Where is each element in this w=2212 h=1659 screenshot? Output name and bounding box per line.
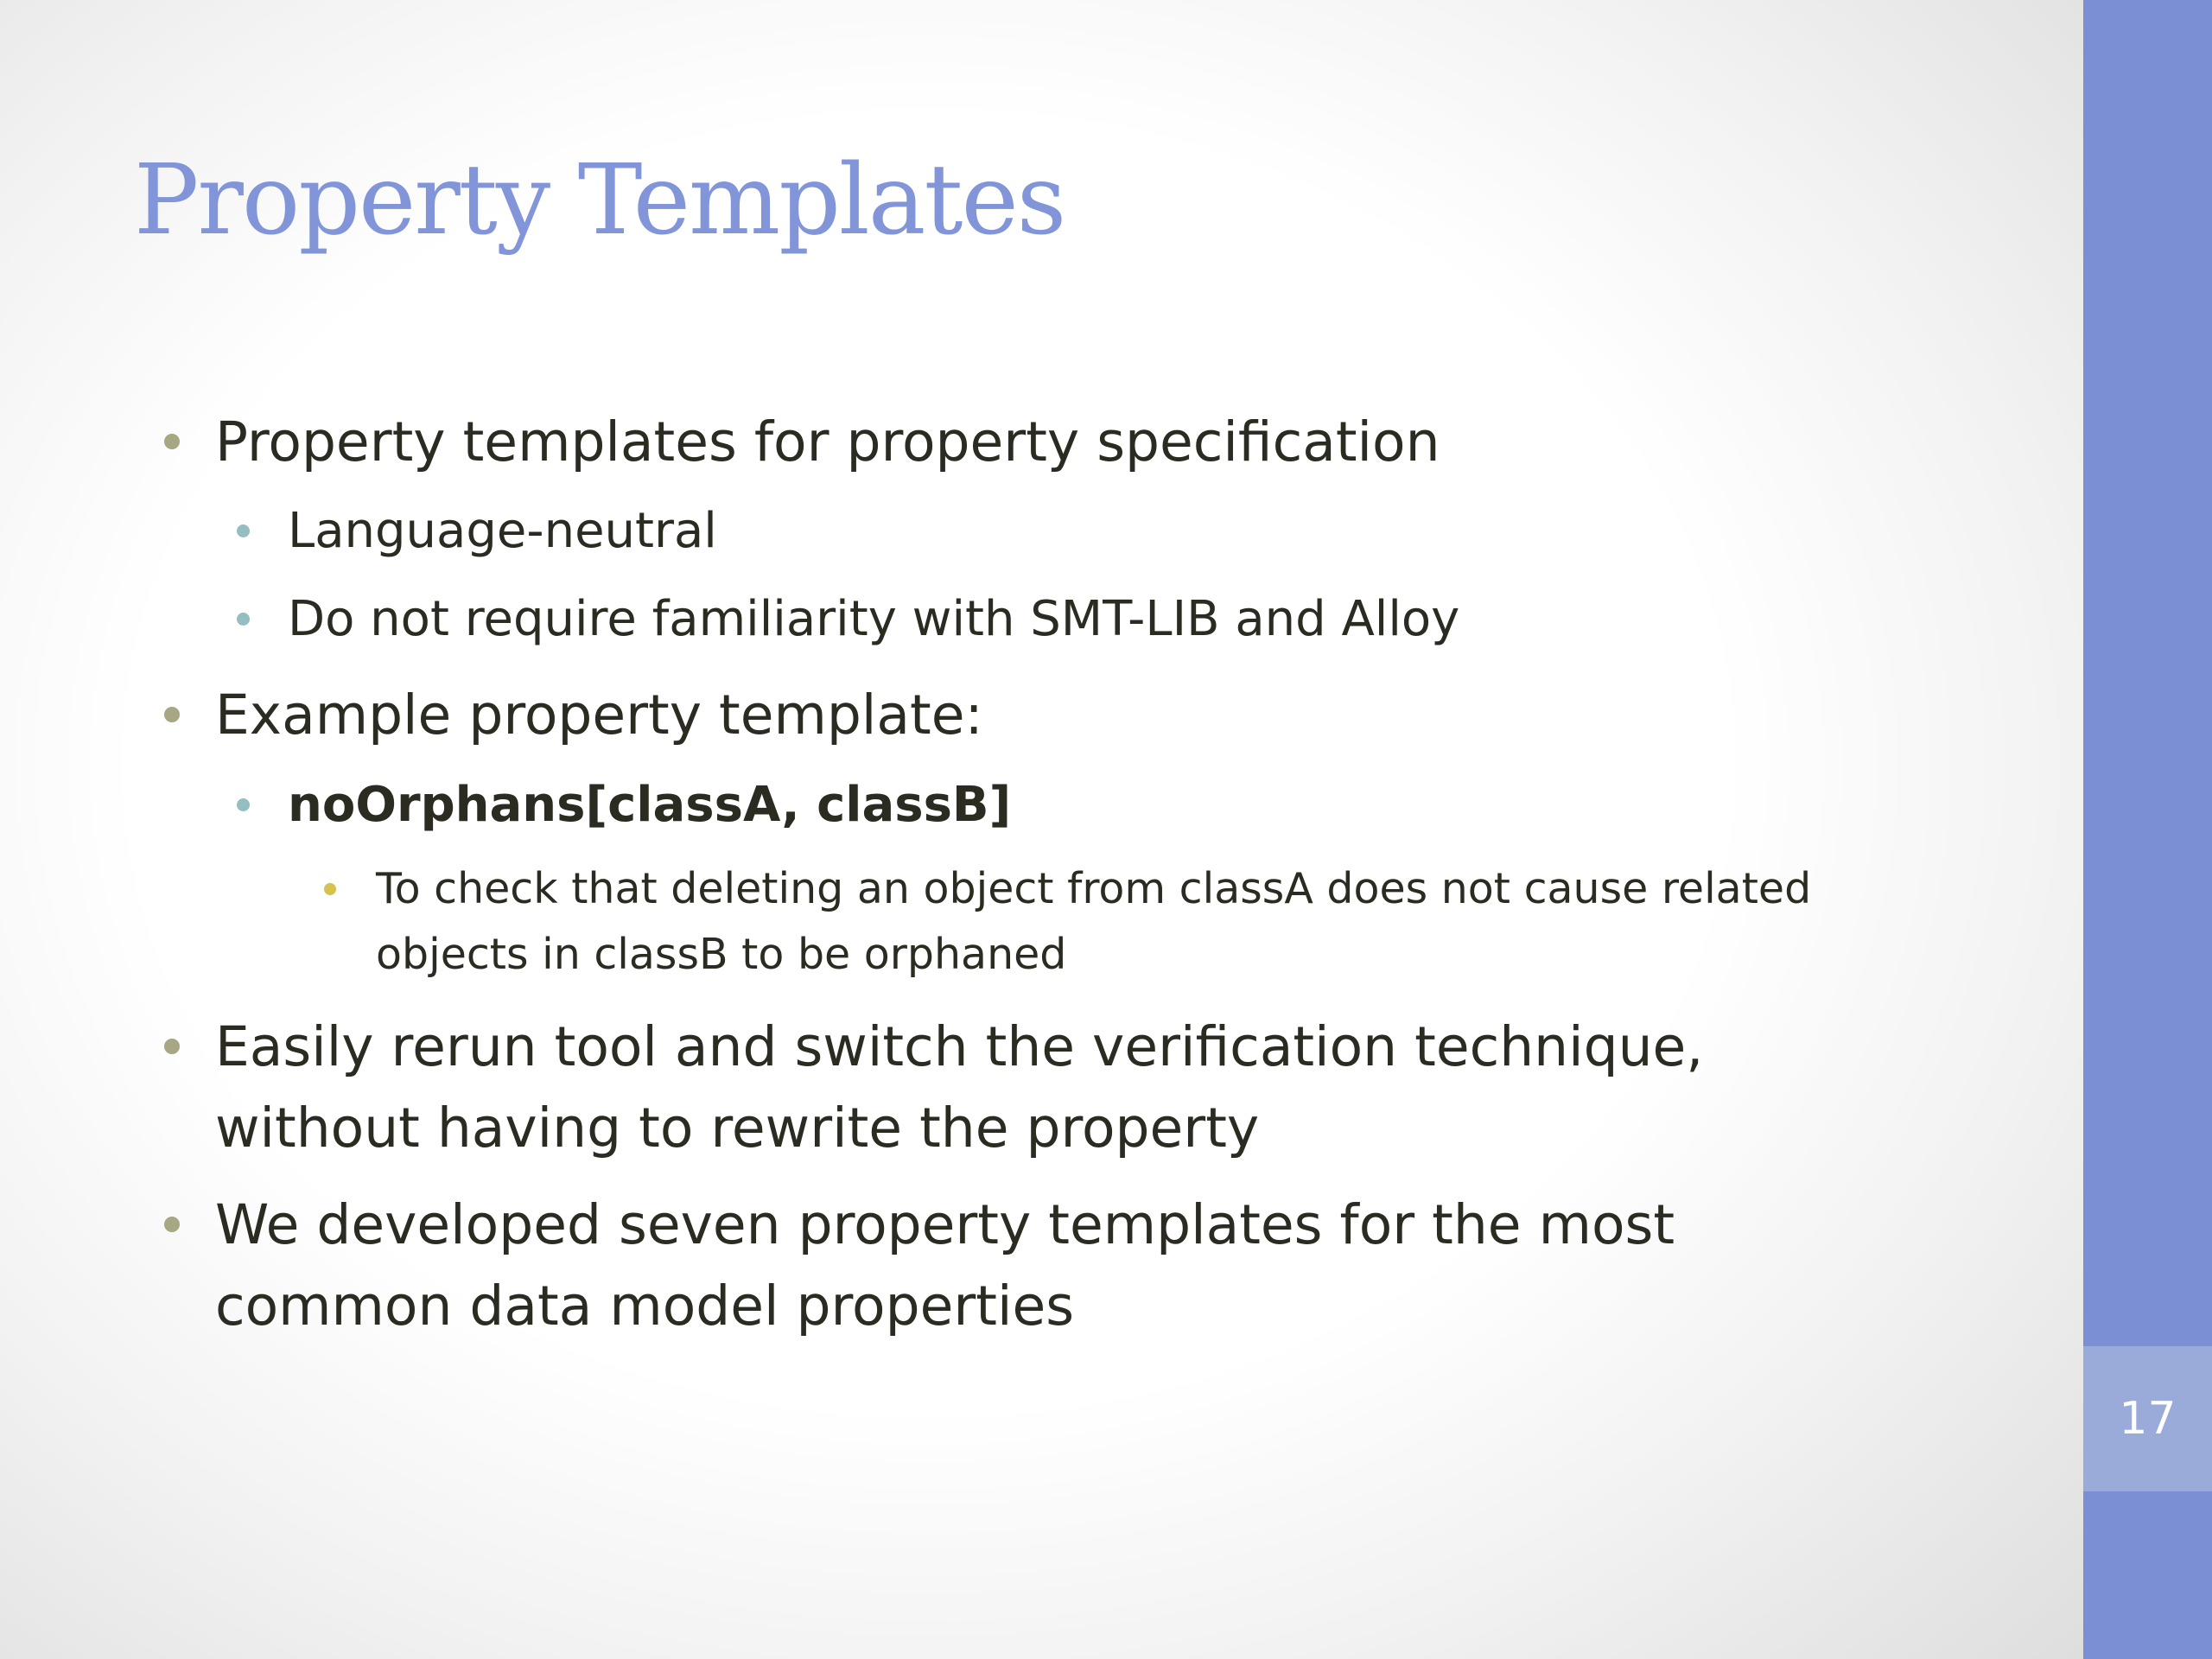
bullet-example-template xyxy=(215,675,983,756)
bullet-text: Do not require familiarity with SMT-LIB and Alloy xyxy=(288,591,1460,647)
bullet-text-line: objects in classB to be orphaned xyxy=(376,930,1067,979)
bullet-text: Example property template: xyxy=(215,683,983,747)
bullet-dot-icon xyxy=(164,1039,180,1054)
bullet-text-line: Easily rerun tool and switch the verification technique, xyxy=(215,1015,1704,1078)
bullet-no-orphans xyxy=(288,771,1011,840)
page-number-box xyxy=(2083,1346,2212,1491)
bullet-no-familiarity xyxy=(288,585,1459,654)
bullet-dot-icon xyxy=(324,883,336,895)
bullet-text-line: To check that deleting an object from classA does not cause related xyxy=(376,864,1812,913)
bullet-seven-templates xyxy=(215,1185,1675,1347)
bullet-property-templates xyxy=(215,402,1440,483)
bullet-dot-icon xyxy=(164,434,180,449)
bullet-text-line: common data model properties xyxy=(215,1274,1075,1338)
bullet-text: Language-neutral xyxy=(288,503,717,559)
bullet-text: Property templates for property specification xyxy=(215,410,1440,474)
page-number: 17 xyxy=(2119,1393,2177,1445)
bullet-dot-icon xyxy=(237,524,250,537)
bullet-dot-icon xyxy=(237,613,250,626)
bullet-language-neutral xyxy=(288,497,717,566)
bullet-dot-icon xyxy=(237,798,250,811)
bullet-text-line: without having to rewrite the property xyxy=(215,1096,1260,1160)
bullet-dot-icon xyxy=(164,1217,180,1232)
slide-title: Property Templates xyxy=(134,144,1065,257)
bullet-text: noOrphans[classA, classB] xyxy=(288,777,1012,833)
bullet-dot-icon xyxy=(164,707,180,722)
bullet-easily-rerun xyxy=(215,1007,1703,1169)
bullet-check-deleting xyxy=(376,856,1811,988)
bullet-text-line: We developed seven property templates for the most xyxy=(215,1193,1675,1256)
